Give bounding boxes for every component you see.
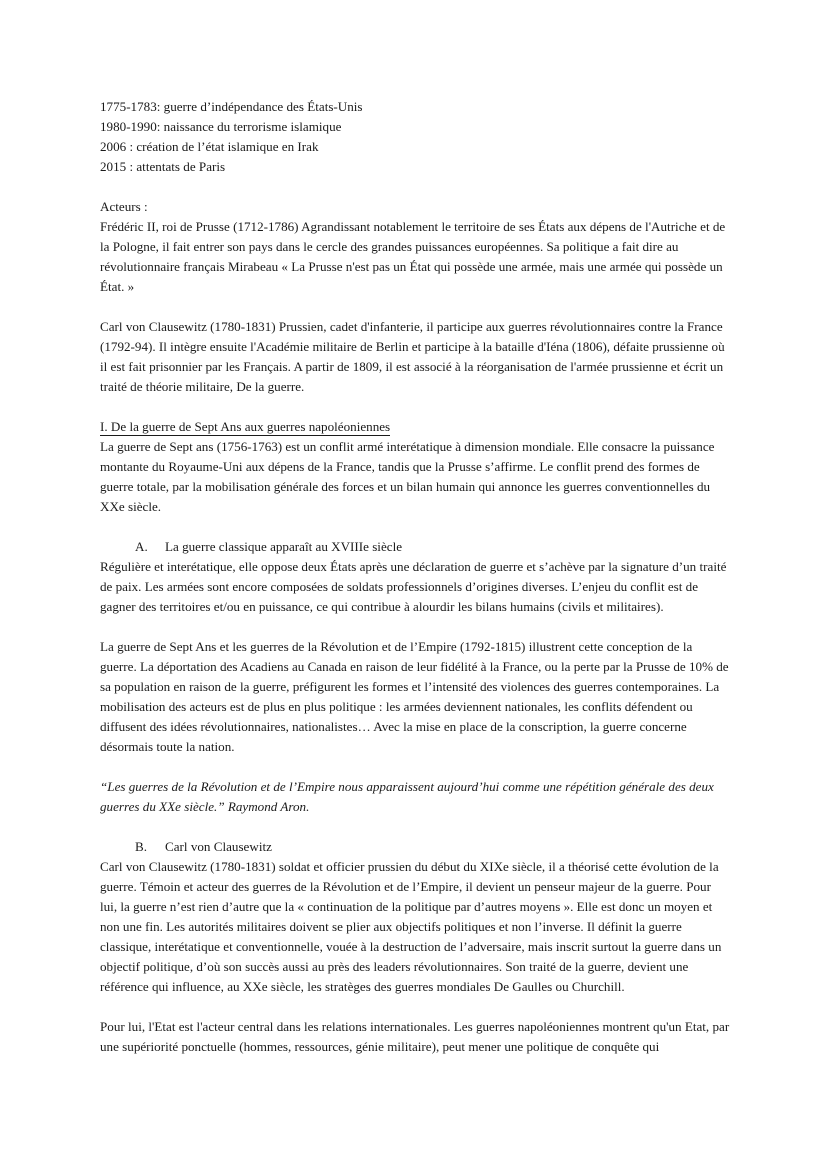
section-intro-paragraph: La guerre de Sept ans (1756-1763) est un conflit armé interétatique à dimension mondiale. Elle consacre la puissance montante du Royaume-Uni aux dépens de la France, tandis que la Prusse s’affirme. Le conflit prend des formes de guerre totale, par la mobilisation générale des forces et un bilan humain qui annonce les guerres conventionnelles du XXe siècle. [100,439,715,514]
subsection-b-paragraph-2: Pour lui, l'Etat est l'acteur central dans les relations internationales. Les guerres napoléoniennes montrent qu'un Etat, par une supériorité ponctuelle (hommes, ressources, génie militaire), peut mener une politique de conquête qui [100,1019,730,1054]
timeline-item: 1980-1990: naissance du terrorisme islamique [100,119,342,134]
subheading-a-letter: A. [135,539,148,554]
section-title: I. De la guerre de Sept Ans aux guerres napoléoniennes [100,419,391,434]
subheading-a [100,537,730,557]
subsection-a-paragraph-2: La guerre de Sept Ans et les guerres de la Révolution et de l’Empire (1792-1815) illustrent cette conception de la guerre. La déportation des Acadiens au Canada en raison de leur fidélité à la France, ou la perte par la Prusse de 10% de sa population en raison de la guerre, préfigurent les formes et l’intensité des violences des guerres contemporaines. La mobilisation des acteurs est de plus en plus politique : les armées deviennent nationales, les conflits défendent ou diffusent des idées révolutionnaires, nationalistes… Avec la mise en place de la conscription, la guerre concerne désormais toute la nation. [100,639,729,754]
timeline-item: 1775-1783: guerre d’indépendance des États-Unis [100,99,363,114]
timeline-item: 2015 : attentats de Paris [100,159,226,174]
subheading-b-title: Carl von Clausewitz [165,839,272,854]
subheading-b [100,837,730,857]
actor-clausewitz-paragraph: Carl von Clausewitz (1780-1831) Prussien, cadet d'infanterie, il participe aux guerres révolutionnaires contre la France (1792-94). Il intègre ensuite l'Académie militaire de Berlin et participe à la bataille d'Iéna (1806), défaite prussienne où il est fait prisonnier par les Français. A partir de 1809, il est associé à la réorganisation de l'armée prussienne et écrit un traité de théorie militaire, De la guerre. [100,319,725,394]
subheading-a-title: La guerre classique apparaît au XVIIIe siècle [165,539,403,554]
timeline [100,97,730,177]
actors-heading: Acteurs : [100,199,148,214]
subsection-a-paragraph-1: Régulière et interétatique, elle oppose deux États après une déclaration de guerre et s’achève par la signature d’un traité de paix. Les armées sont encore composées de soldats professionnels d’origines diverses. L’enjeu du conflit est de gagner des territoires et/ou en puissance, ce qui contribue à alourdir les bilans humains (civils et militaires). [100,559,727,614]
actor-frederic-paragraph: Frédéric II, roi de Prusse (1712-1786) Agrandissant notablement le territoire de ses États aux dépens de l'Autriche et de la Pologne, il fait entrer son pays dans le cercle des grandes puissances européennes. Sa politique a fait dire au révolutionnaire français Mirabeau « La Prusse n'est pas un État qui possède une armée, mais une armée qui possède un État. » [100,219,726,294]
subsection-b-paragraph-1: Carl von Clausewitz (1780-1831) soldat et officier prussien du début du XIXe siècle, il a théorisé cette évolution de la guerre. Témoin et acteur des guerres de la Révolution et de l’Empire, il devient un penseur majeur de la guerre. Pour lui, la guerre n’est rien d’autre que la « continuation de la politique par d’autres moyens ». Elle est donc un moyen et non une fin. Les autorités militaires doivent se plier aux objectifs politiques et non l’inverse. Il définit la guerre classique, interétatique et conventionnelle, vouée à la destruction de l’adversaire, mais inscrit surtout la guerre dans un objectif politique, d’où son succès aussi au près des leaders révolutionnaires. Son traité de la guerre, devient une référence qui influence, au XXe siècle, les stratèges des guerres mondiales De Gaulles ou Churchill. [100,859,722,994]
timeline-item: 2006 : création de l’état islamique en Irak [100,139,319,154]
subheading-b-letter: B. [135,839,148,854]
quote-raymond-aron: “Les guerres de la Révolution et de l’Empire nous apparaissent aujourd’hui comme une répétition générale des deux guerres du XXe siècle.” Raymond Aron. [100,779,714,814]
document-page [100,97,730,1057]
